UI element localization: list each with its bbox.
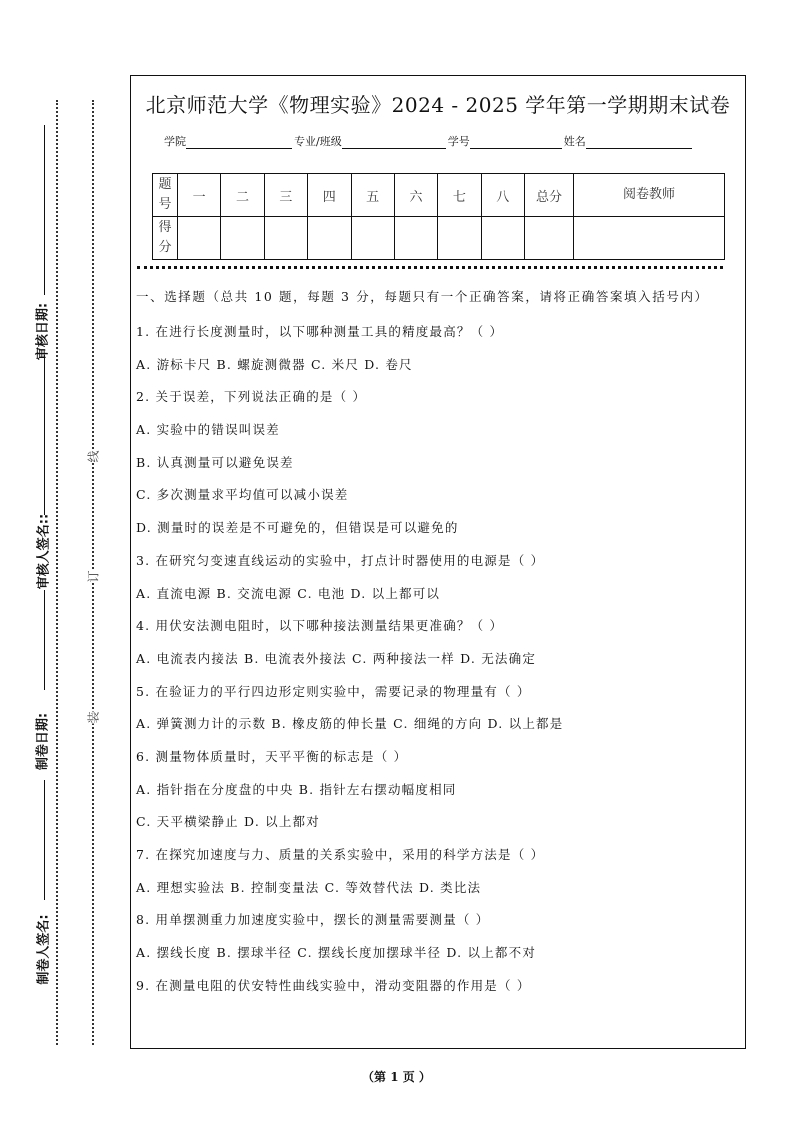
score-table-header-row: [153, 174, 725, 217]
question-option: A. 摆线长度 B. 摆球半径 C. 摆线长度加摆球半径 D. 以上都不对: [136, 945, 537, 961]
field-label-name: 姓名: [563, 135, 586, 148]
binding-char-zhuang: 装: [86, 711, 101, 724]
col-6: 六: [394, 174, 437, 217]
col-7: 七: [438, 174, 481, 217]
col-2: 二: [221, 174, 264, 217]
col-4: 四: [308, 174, 351, 217]
score-cell[interactable]: [438, 217, 481, 260]
page-number: （第 1 页 ）: [362, 1070, 431, 1084]
exam-frame: [130, 75, 746, 1049]
row-label-question-no: 题号: [153, 174, 178, 217]
question-option: A. 游标卡尺 B. 螺旋测微器 C. 米尺 D. 卷尺: [136, 356, 413, 372]
binding-char-xian: 线: [86, 450, 101, 463]
score-cell[interactable]: [481, 217, 524, 260]
question-stem: 3. 在研究匀变速直线运动的实验中，打点计时器使用的电源是（ ）: [136, 552, 545, 568]
section-intro: 一、选择题（总共 10 题，每题 3 分，每题只有一个正确答案，请将正确答案填入括号内）: [136, 289, 709, 304]
question-option: C. 多次测量求平均值可以减小误差: [136, 487, 349, 503]
col-3: 三: [264, 174, 307, 217]
review-date-label: 审核日期:: [35, 302, 51, 361]
reviewer-signature-blank: [44, 355, 45, 515]
score-table: [152, 173, 725, 260]
question-option: A. 实验中的错误叫误差: [136, 422, 280, 438]
student-info-row: [164, 133, 694, 149]
review-date-blank: [44, 125, 45, 295]
question-option: A. 弹簧测力计的示数 B. 橡皮筋的伸长量 C. 细绳的方向 D. 以上都是: [136, 716, 564, 732]
score-cell[interactable]: [178, 217, 221, 260]
score-cell[interactable]: [264, 217, 307, 260]
setter-date-blank-top: [44, 590, 45, 690]
field-label-student-id: 学号: [447, 135, 470, 148]
score-cell-total[interactable]: [525, 217, 574, 260]
question-stem: 2. 关于误差，下列说法正确的是（ ）: [136, 389, 367, 405]
dotted-separator: [137, 266, 723, 269]
question-stem: 1. 在进行长度测量时，以下哪种测量工具的精度最高？（ ）: [136, 324, 504, 339]
score-cell[interactable]: [351, 217, 394, 260]
reviewer-signature-label: 审核人签名::: [36, 513, 52, 590]
student-id-blank[interactable]: [470, 136, 562, 149]
question-stem: 9. 在测量电阻的伏安特性曲线实验中，滑动变阻器的作用是（ ）: [136, 977, 531, 993]
question-option: A. 指针指在分度盘的中央 B. 指针左右摆动幅度相同: [136, 781, 457, 797]
question-option: A. 理想实验法 B. 控制变量法 C. 等效替代法 D. 类比法: [136, 879, 482, 895]
field-label-major-class: 专业/班级: [294, 135, 342, 148]
setter-date-label: 制卷日期:: [35, 712, 51, 771]
col-8: 八: [481, 174, 524, 217]
question-option: B. 认真测量可以避免误差: [136, 454, 294, 470]
question-stem: 8. 用单摆测重力加速度实验中，摆长的测量需要测量（ ）: [136, 912, 490, 928]
question-stem: 5. 在验证力的平行四边形定则实验中，需要记录的物理量有（ ）: [136, 683, 531, 699]
score-cell-grader[interactable]: [574, 217, 725, 260]
score-cell[interactable]: [308, 217, 351, 260]
question-stem: 7. 在探究加速度与力、质量的关系实验中，采用的科学方法是（ ）: [136, 847, 545, 862]
section-choice-questions: [136, 286, 740, 1002]
col-5: 五: [351, 174, 394, 217]
setter-signature-blank: [44, 780, 45, 900]
name-blank[interactable]: [586, 136, 692, 149]
col-total: 总分: [525, 174, 574, 217]
question-option: A. 直流电源 B. 交流电源 C. 电池 D. 以上都可以: [136, 585, 441, 601]
score-cell[interactable]: [221, 217, 264, 260]
question-stem: 6. 测量物体质量时，天平平衡的标志是（ ）: [136, 748, 408, 764]
binding-dotted-line-outer: [56, 100, 58, 1045]
question-option: A. 电流表内接法 B. 电流表外接法 C. 两种接法一样 D. 无法确定: [136, 650, 537, 666]
score-table-score-row: [153, 217, 725, 260]
exam-title: 北京师范大学《物理实验》2024 - 2025 学年第一学期期末试卷: [145, 93, 731, 117]
score-cell[interactable]: [394, 217, 437, 260]
field-label-college: 学院: [164, 135, 186, 148]
question-stem: 4. 用伏安法测电阻时，以下哪种接法测量结果更准确？（ ）: [136, 618, 504, 634]
col-1: 一: [178, 174, 221, 217]
college-blank[interactable]: [186, 136, 292, 149]
question-option: C. 天平横梁静止 D. 以上都对: [136, 814, 320, 830]
major-class-blank[interactable]: [342, 136, 446, 149]
setter-signature-label: 制卷人签名:: [36, 914, 52, 985]
question-lines: [136, 316, 740, 1002]
row-label-score: 得分: [153, 217, 178, 260]
col-grader: 阅卷教师: [574, 174, 725, 217]
question-option: D. 测量时的误差是不可避免的，但错误是可以避免的: [136, 520, 459, 536]
binding-char-ding: 订: [86, 570, 101, 583]
